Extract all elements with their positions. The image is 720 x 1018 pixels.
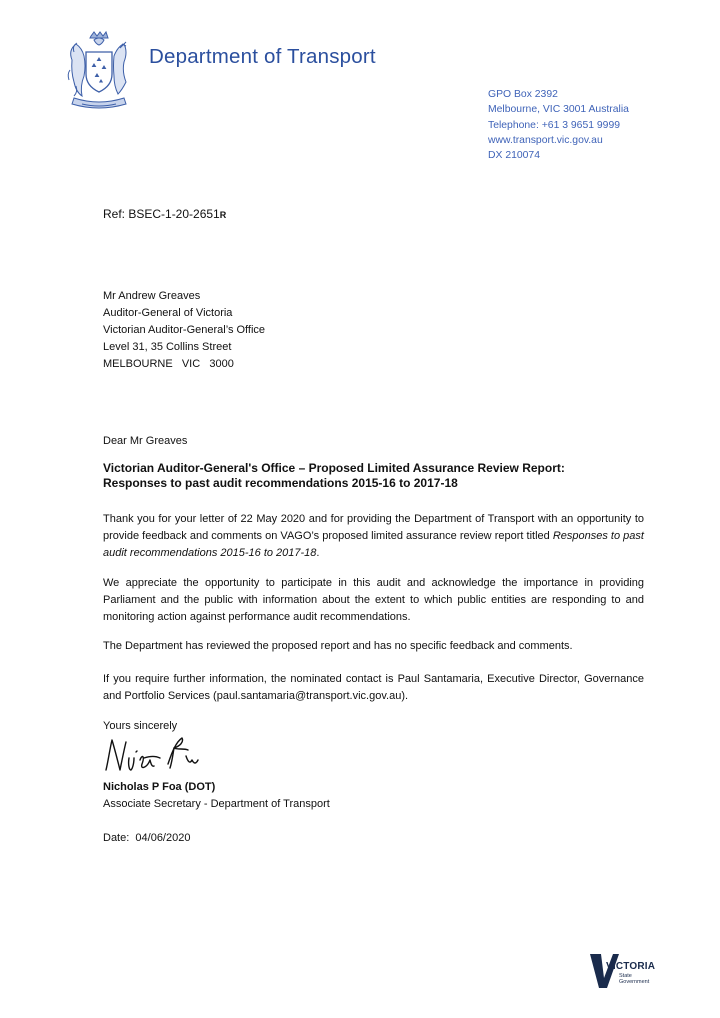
victoria-logo-word: VICTORIA: [606, 961, 656, 972]
recipient-city: MELBOURNE VIC 3000: [103, 358, 234, 370]
handwritten-signature: [102, 734, 222, 780]
paragraph-appreciation: We appreciate the opportunity to participate in this audit and acknowledge the importance in providing Parliament and the public with information about the extent to which public entities are responding to and monitoring action against performance audit recommendations.: [103, 577, 644, 623]
signatory-title: Associate Secretary - Department of Transport: [103, 798, 330, 810]
recipient-name: Mr Andrew Greaves: [103, 290, 201, 302]
paragraph-thanks-text: Thank you for your letter of 22 May 2020 and for providing the Department of Transport with an opportunity to provide feedback and comments on VAGO’s proposed limited assurance review report titled: [103, 513, 644, 542]
closing: Yours sincerely: [103, 720, 178, 732]
address-line-po-box: GPO Box 2392: [488, 89, 558, 100]
recipient-title: Auditor-General of Victoria: [103, 307, 233, 319]
salutation: Dear Mr Greaves: [103, 435, 188, 447]
paragraph-thanks: [103, 511, 644, 562]
letter-date: Date: 04/06/2020: [103, 832, 191, 844]
recipient-office: Victorian Auditor-General’s Office: [103, 324, 266, 336]
subject-line-1: Victorian Auditor-General's Office – Proposed Limited Assurance Review Report:: [103, 461, 565, 475]
address-line-city: Melbourne, VIC 3001 Australia: [488, 104, 629, 116]
paragraph-review: The Department has reviewed the proposed report and has no specific feedback and comments.: [103, 640, 573, 652]
paragraph-contact: If you require further information, the nominated contact is Paul Santamaria, Executive Director, Governance and Portfolio Services (paul.santamaria@transport.vic.gov.au).: [103, 673, 644, 702]
address-line-website: www.transport.vic.gov.au: [488, 134, 603, 146]
victoria-logo-sub-line-2: Government: [619, 979, 650, 985]
recipient-address: [103, 288, 265, 373]
department-address-block: [488, 87, 629, 163]
paragraph-thanks-end: .: [316, 547, 320, 559]
recipient-street: Level 31, 35 Collins Street: [103, 341, 232, 353]
address-line-telephone: Telephone: +61 3 9651 9999: [488, 119, 621, 131]
signatory-name: Nicholas P Foa (DOT): [103, 781, 216, 793]
victoria-logo-subtext: [619, 973, 649, 985]
subject-line-2: Responses to past audit recommendations 2015-16 to 2017-18: [103, 476, 458, 490]
reference-suffix: R: [219, 210, 227, 220]
address-line-dx: DX 210074: [488, 150, 540, 162]
coat-of-arms-icon: [64, 30, 134, 112]
reference-prefix: Ref: BSEC-1-20-2651: [103, 207, 220, 221]
reference-number: [103, 207, 226, 221]
letter-subject: [103, 461, 653, 491]
report-title: Responses to past audit recommendations 2015-16 to 2017-18: [103, 530, 644, 559]
victoria-logo-sub-line-1: State: [619, 973, 632, 979]
department-name: Department of Transport: [149, 45, 376, 68]
